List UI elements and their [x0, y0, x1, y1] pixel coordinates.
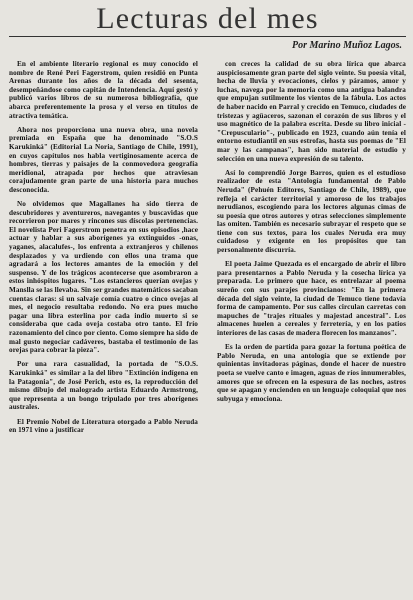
paragraph: El Premio Nobel de Literatura otorgado a Pablo Neruda en 1971 vino a justificar: [9, 417, 198, 435]
article-body: [9, 60, 406, 435]
article-title: Lecturas del mes: [96, 2, 319, 35]
title-rule: [9, 36, 406, 37]
paragraph: Así lo comprendió Jorge Barros, quien es el estudioso realizador de esta "Antología fundamental de Pablo Neruda" (Pehuén Editores, Santiago de Chile, 1989), que refleja el carácter territorial y amoroso de los trabajos nerudianos, escogiendo para los lectores algunas cimas de su poesía que otros autores y otras selecciones simplemente las omiten. También es necesario subrayar el respeto que se tiene con sus textos, para los cuales Neruda era muy cuidadoso y exigente en los propósitos que tan personalmente discurría.: [217, 168, 406, 255]
paragraph: Ahora nos proporciona una nueva obra, una novela premiada en España que ha denominado "S.O.S Karukinká" (Editorial La Noria, Santiago de Chile, 1991), en cuyos capítulos nos habla vertiginosamente acerca de hombres, tierras y paisajes de la conmovedora geografía meridional, atrapada por hechos que atraviesan corajudamente gran parte de una historia para muchos desconocida.: [9, 125, 198, 194]
paragraph: Es la orden de partida para gozar la fortuna poética de Pablo Neruda, en una antología que se extiende por quinientas invitadoras páginas, donde el hacer de nuestro poeta se vuelve canto e imagen, aguas de ríos innumerables, amores que se ofrecen en la espesura de las noches, astros que se apagan y encienden en un lenguaje coloquial que nos subyuga y emociona.: [217, 343, 406, 403]
paragraph: No olvidemos que Magallanes ha sido tierra de descubridores y aventureros, navegantes y buscavidas que recorrieron por mares y rincones sus díscolas pertenencias. El novelista Peri Fagerstrom penetra en sus episodios ,hace actuar y hablar a sus aborígenes ya extinguidos -onas, yaganes, alacalufes-, los enfrenta a extranjeros y chilenos desplazados y va urdiendo con ellos una trama que agradará a los lectores amantes de la emoción y del suspenso. Y de los trágicos acontecerse que asombraron a estos inhóspitos lugares. "Los estancieros querían ovejas y Manslla se las llevaba. Sin ser grandes matemáticos sacaban cuentas claras: si un salvaje comía cuatro o cinco ovejas al mes, el negocio resultaba redondo. No era pues mucho pagar una libra esterlina por cada indio muerto si se consideraba que cada oveja costaba otro tanto. El frío razonamiento del cinco por ciento. Como siempre ha sido de mal gusto negociar cadáveres, bastaba el testimonio de las orejas para cobrar la pieza".: [9, 200, 198, 355]
left-column: [9, 60, 198, 435]
author-byline: Por Marino Muñoz Lagos.: [291, 40, 402, 51]
paragraph: El poeta Jaime Quezada es el encargado de abrir el libro para presentarnos a Pablo Neruda y la cosecha lírica ya preparada. Lo primero que hace, es entrelazar al poema sureño con sus parajes provincianos: "En la primera década del siglo veinte, la ciudad de Temuco tiene todavía forma de campamento. Por sus calles circulan carretas con mapuches de "trajes rituales y majestad ancestral". Los almacenes huelen a cereales y ferretería, y en los patios interiores de las casas de madera florecen los manzanos".: [217, 260, 406, 337]
right-column: [217, 60, 406, 435]
paragraph: En el ambiente literario regional es muy conocido el nombre de René Peri Fagerstrom, quien residió en Punta Arenas durante los años de la década del sesenta, desempeñándose como capitán de Intendencia. Aquí gestó y publicó varios libros de su numerosa bibliografía, que abarca preferentemente la prosa y el verso en títulos de atractiva temática.: [9, 60, 198, 120]
paragraph: con creces la calidad de su obra lírica que abarca auspiciosamente gran parte del siglo veinte. Su poesía vital, hecha de lluvia y evocaciones, cielos y páramos, amor y luchas, navega por la memoria como una antigua balandra que empujan sutilmente los vientos de la fábula. Los actos de haber nacido en Parral y crecido en Temuco, ciudades de tristezas y agüaceros, sazonan el corazón de sus libros y el uso magnético de la palabra escrita. Desde su libro inicial -"Crepusculario"-, publicado en 1923, cuando aún tenía el entorno estudiantil en sus estrofas, hasta sus poemas de "El mar y las campanas", han sido material de estudio y selección en una nueva expresión de su talento.: [217, 60, 406, 163]
paragraph: Por una rara casualidad, la portada de "S.O.S. Karukinká" es similar a la del libro "Extinción indígena en la Patagonia", de José Perich, esto es, la reproducción del mismo dibujo del malogrado artista Eduardo Armstrong, que representa a un bongo tripulado por tres aborígenes australes.: [9, 360, 198, 412]
